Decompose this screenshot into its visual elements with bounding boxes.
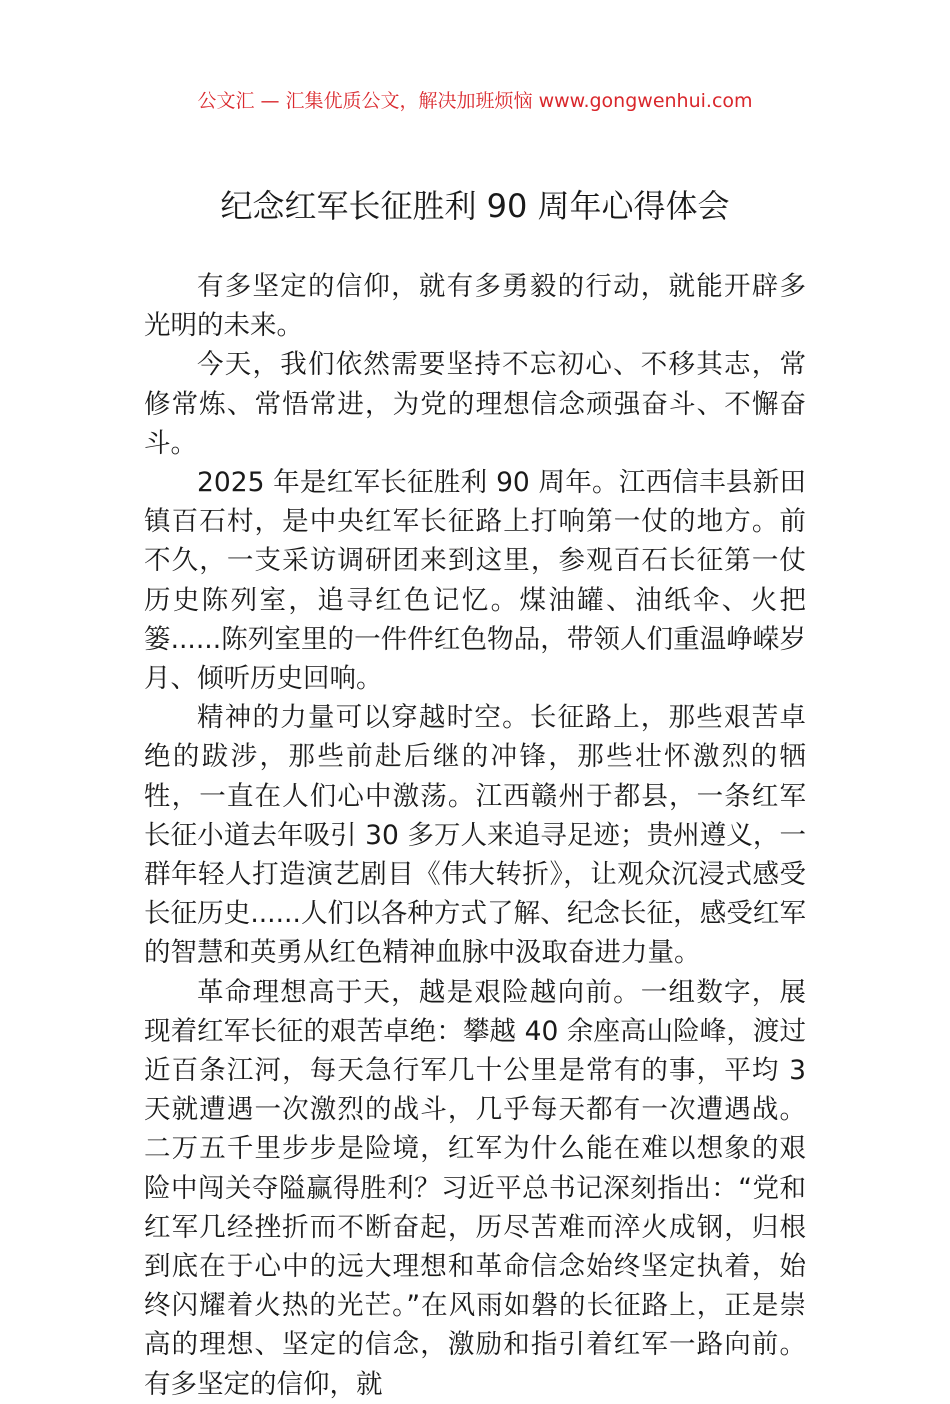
header-banner: 公文汇 — 汇集优质公文，解决加班烦恼 www.gongwenhui.com	[197, 90, 753, 112]
document-title: 纪念红军长征胜利 90 周年心得体会	[220, 187, 730, 225]
paragraph: 革命理想高于天，越是艰险越向前。一组数字，展现着红军长征的艰苦卓绝：攀越 40 余座高山险峰，渡过近百条江河，每天急行军几十公里是常有的事，平均 3 天就遭遇一次激烈的战斗，几乎每天都有一次遭遇战。二万五千里步步是险境，红军为什么能在难以想象的艰险中闯关夺隘赢得胜利？习近平总书记深刻指出：“党和红军几经挫折而不断奋起，历尽苦难而淬火成钢，归根到底在于心中的远大理想和革命信念始终坚定执着，始终闪耀着火热的光芒。”在风雨如磐的长征路上，正是崇高的理想、坚定的信念，激励和指引着红军一路向前。有多坚定的信仰，就	[144, 976, 806, 1400]
paragraph: 有多坚定的信仰，就有多勇毅的行动，就能开辟多光明的未来。	[144, 271, 806, 342]
paragraph: 2025 年是红军长征胜利 90 周年。江西信丰县新田镇百石村，是中央红军长征路上打响第一仗的地方。前不久，一支采访调研团来到这里，参观百石长征第一仗历史陈列室，追寻红色记忆。煤油罐、油纸伞、火把篓......陈列室里的一件件红色物品，带领人们重温峥嵘岁月、倾听历史回响。	[144, 467, 806, 695]
paragraph: 精神的力量可以穿越时空。长征路上，那些艰苦卓绝的跋涉，那些前赴后继的冲锋，那些壮怀激烈的牺牲，一直在人们心中激荡。江西赣州于都县，一条红军长征小道去年吸引 30 多万人来追寻足迹；贵州遵义，一群年轻人打造演艺剧目《伟大转折》，让观众沉浸式感受长征历史......人们以各种方式了解、纪念长征，感受红军的智慧和英勇从红色精神血脉中汲取奋进力量。	[144, 702, 806, 969]
document-body	[144, 267, 806, 1404]
paragraph: 今天，我们依然需要坚持不忘初心、不移其志，常修常炼、常悟常进，为党的理想信念顽强奋斗、不懈奋斗。	[144, 349, 806, 459]
